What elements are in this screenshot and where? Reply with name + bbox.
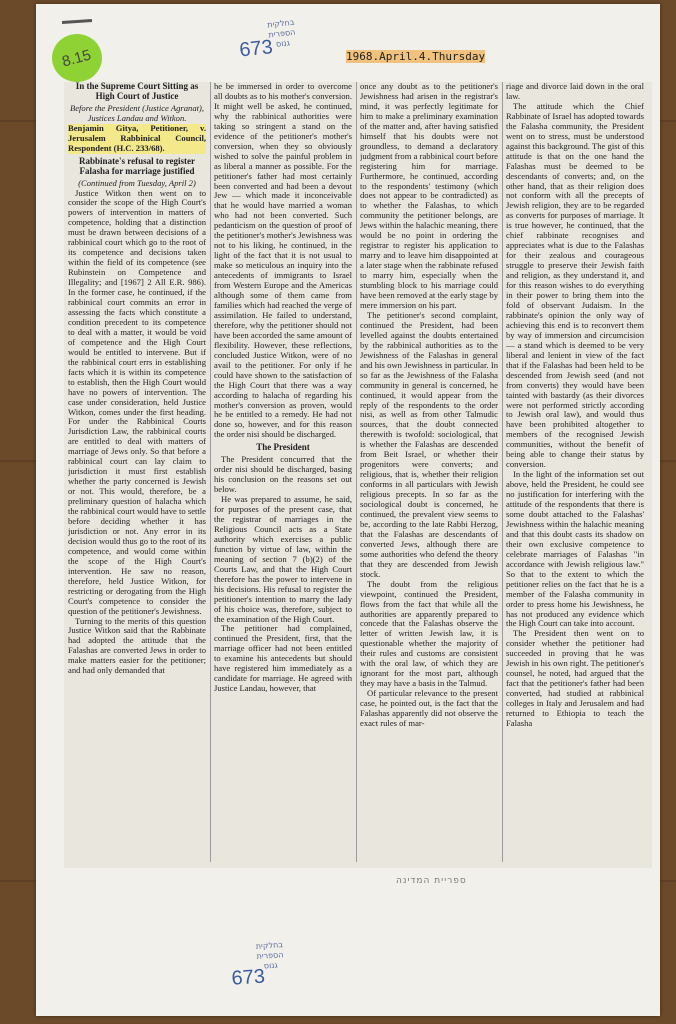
date-text: 1968.April.4.Thursday <box>346 50 486 63</box>
court-heading: In the Supreme Court Sitting as High Court of Justice <box>75 82 199 101</box>
sticker-label: 8.15 <box>60 46 94 70</box>
paragraph: The doubt from the religious viewpoint, continued the President, flows from the fact that while all the authorities are apparently prepared to concede that the Falashas observe the letter of written Jewish law, it is questionable whether the majority of their rules and customs are consistent with the oral law, of which they are ignorant for the most part, although they may have a basis in the Talmud. <box>360 578 498 689</box>
paragraph: He was prepared to assume, he said, for purposes of the present case, that the registrar of marriages in the Religious Council acts as a State authority which exercises a public function by virtue of law, within the meaning of section 7 (b)(2) of the Courts Law, and that the High Court therefore has the power to intervene in his decisions. His refusal to register the petitioner's intention to marry the lady of his choice was, therefore, subject to the examination of the High Court. <box>214 494 352 624</box>
paragraph: In the light of the information set out above, held the President, he could see no justification for interfering with the attitude of the respondents that there is some doubt attached to the Falashas' Jewishness within the halachic meaning and that this doubt casts its shadow on their own exclusive competence to celebrate marriages of Falashas "in accordance with Jewish religious law." So that to the extent to which the petitioner relies on the fact that he is a member of the Falasha community in order to press home his Jewishness, he has not produced any evidence which the High Court can take into account. <box>506 469 644 629</box>
paragraph: once any doubt as to the petitioner's Jewishness had arisen in the registrar's mind, it was perfectly legitimate for him to make a preliminary examination of the matter and, after having satisfied himself that his doubts were not groundless, to demand a declaratory judgment from a rabbinical court before registering him for marriage. Furthermore, he continued, according to the respondents' testimony (which does not appear to be contradicted) as to whether the Falashas, to which community the petitioner belongs, are Jews within the halachic meaning, there would be no point in ordering the registrar to register his application to marry and to leave him disappointed at a later stage when the rabbinate refused to marry him, especially when the stumbling block to his marriage could have been removed at the early stage by mere immersion on his part. <box>360 82 498 310</box>
paragraph: The President then went on to consider whether the petitioner had succeeded in proving that he was Jewish in his own right. The petitioner's counsel, he noted, had argued that the fact that the petitioner's father had been converted, had studied at rabbinical colleges in Italy and Jerusalem and had returned to Ethiopia to teach the Falasha <box>506 628 644 728</box>
hole-punch-mark <box>62 19 92 24</box>
green-sticker <box>52 34 102 82</box>
article-column-4 <box>506 82 644 862</box>
stamp-line-1: בחלקית <box>255 940 284 951</box>
newspaper-clipping <box>64 82 652 868</box>
clipping-date <box>346 50 516 66</box>
library-stamp-bottom <box>222 937 320 1001</box>
paragraph: The petitioner had complained, continued the President, first, that the marriage officer had not been entitled to examine his antecedents but should have registered him immediately as a candidate for marriage. He agreed with Justice Landau, however, that <box>214 623 352 694</box>
paragraph: The petitioner's second complaint, continued the President, had been levelled against the doubts entertained by the rabbinical authorities as to the Jewishness of the Falashas in general and his own Jewishness in particular. In so far as the Jewishness of the Falasha community in general is concerned, he continued, it would appear from the reply of the respondents to the order nisi, as well as from other Talmudic sources, that the doubt connected therewith is twofold: sociological, that is whether the Falashas are descended from Beit Israel, or whether their progenitors were converts; and religious, that is, whether their religion conforms in all particulars with Jewish religious precepts. In so far as the sociological doubt is concerned, he continued, the prevalent view seems to be, according to the late Rabbi Herzog, that the Falashas are descendants of converted Jews, although there are some authorities who defend the theory that they are descended from Jewish stock. <box>360 309 498 579</box>
paragraph: riage and divorce laid down in the oral law. <box>506 82 644 101</box>
column-divider <box>356 82 357 862</box>
paragraph: Justice Witkon then went on to consider the scope of the High Court's powers of intervention in matters of competence, holding that a distinction must be drawn between decisions of a rabbinical court which go to the root of its competence and decisions taken within the field of its competence (see Rubinstein on Competence and Illegality; and [1967] 2 All E.R. 986). In the former case, he continued, if the rabbinical court commits an error in assessing the facts which constitute a condition precedent to its competence to deal with a matter, it would be void of competence and the High Court would be entitled to intervene. But if the rabbinical court errs in establishing facts which it is within its competence to establish, then the High Court would have no powers of intervention. The case under consideration, held Justice Witkon, comes under the first heading. For under the Rabbinical Courts Jurisdiction Law, the rabbinical courts are entitled to deal with matters of marriage of Jews only. So that before a rabbinical court can lay claim to jurisdiction it must first establish whether the party concerned is Jewish or not. This would, therefore, be a preliminary question of halacha which the rabbinical court would have to settle before deciding whether it has jurisdiction or not. Any error in its decision would thus go to the root of its competence, and would come within the scope of the High Court's intervention. He saw no reason, therefore, held Justice Witkon, for restricting or derogating from the High Court's competence to consider the question of the petitioner's Jewishness. <box>68 187 206 616</box>
article-column-1 <box>68 82 206 862</box>
continued-note: (Continued from Tuesday, April 2) <box>78 177 196 188</box>
stamp-line-2: הספרית <box>256 950 284 961</box>
stamp-number: 673 <box>230 965 266 990</box>
stamp-line-3: גנוס <box>263 960 278 971</box>
article-column-2 <box>214 82 352 862</box>
stamp-line-1: בחלקית <box>266 17 295 30</box>
paragraph: Turning to the merits of this question Justice Witkon said that the Rabbinate had adopted the attitude that the Falashas are converted Jews in order to make matters easier for the petitioner; and had only demanded that <box>68 615 206 676</box>
paragraph: The attitude which the Chief Rabbinate of Israel has adopted towards the Falasha community, the President went on to stress, must be understood against this background. The gist of this attitude is that on the one hand the Falashas must be deemed to be descendants of converts; and, on the other hand, that as their religion does not conform with all the precepts of Jewish religion, they are to be regarded as converts for purposes of marriage. It is true however, he continued, that the chief rabbinate recognises and appreciates what is due to the Falashas for their zealous and courageous struggle to preserve their Jewish faith and religion, as they understand it, and for this reason wishes to do everything in their power to bring them into the fold of observant Judaism. In the rabbinate's opinion the only way of achieving this end is to reconvert them by way of immersion and circumcision — a stand which is deemed to be very liberal and lenient in view of the fact that if the Falashas had been held to be descended from Jewish seed (and not from converts) they would have been tainted with bastardy (as their divorces were not performed strictly according to Jewish oral law), and would thus have been prohibited altogether to members of the recognised Jewish communities, without the benefit of being able to change their status by conversion. <box>506 100 644 470</box>
library-stamp-top <box>234 13 333 75</box>
judges-line: Before the President (Justice Agranat), Justices Landau and Witkon. <box>69 102 205 123</box>
column-divider <box>502 82 503 862</box>
stamp-line-2: הספרית <box>268 27 296 40</box>
president-heading: The President <box>256 442 310 453</box>
paragraph: The President concurred that the order nisi should be discharged, basing his conclusion on the reasons set out below. <box>214 454 352 495</box>
column-divider <box>210 82 211 862</box>
article-title: Rabbinate's refusal to register Falasha for marriage justified <box>79 155 195 176</box>
footer-stamp: ספריית המדינה <box>396 876 467 886</box>
paragraph: he be immersed in order to overcome all doubts as to his mother's conversion. It might well be asked, he continued, why the rabbinical authorities were taking so stringent a stand on the evidence of the petitioner's mother's conversion, when they so obviously wished to solve the painful problem in as liberal a manner as possible. For the petitioner's father had most certainly been converted and had been a devout Jew — which made it inconceivable that he would have married a woman who had not been converted. Such pedanticism on the question of proof of the petitioner's mother's Jewishness was not to his liking, he continued, in the light of the fact that it is not usual to make so meticulous an inquiry into the antecedents of immigrants to Israel from Western Europe and the Americas although some of them came from families which had reached the verge of assimilation. He failed to understand, therefore, why the petitioner should not have been accorded the same amount of flexibility. However, these reflections, concluded Justice Witkon, were of no avail to the petitioner. For only if he could have shown to the satisfaction of the High Court that there was a way according to halacha of regarding his mother's conversion as proven, would he be entitled to a remedy. He had not done so, however, and for this reason the order nisi should be discharged. <box>214 82 352 440</box>
paragraph: Of particular relevance to the present case, he pointed out, is the fact that the Falashas apparently did not observe the exact rules of mar- <box>360 688 498 728</box>
article-column-3 <box>360 82 498 862</box>
stamp-number: 673 <box>238 36 274 62</box>
stamp-line-3: גנוס <box>275 38 291 49</box>
parties-line: Benjamin Gitya, Petitioner, v. Jerusalem Rabbinical Council, Respondent (H.C. 233/68). <box>68 122 206 153</box>
